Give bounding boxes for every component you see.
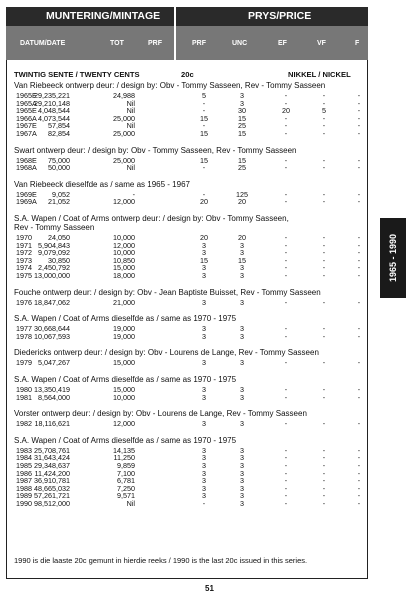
cell-proof-mintage: 25,000 xyxy=(113,113,135,123)
header-columns xyxy=(6,26,368,60)
cell-price-vf: - xyxy=(322,271,326,280)
cell-total: 75,000 xyxy=(48,155,70,165)
cell-price-vf: - xyxy=(322,445,326,455)
cell-total: 9,079,092 xyxy=(38,248,70,258)
cell-date: 1967E xyxy=(16,121,37,131)
cell-proof-mintage: 12,000 xyxy=(113,419,135,429)
cell-price-vf: - xyxy=(322,358,326,368)
cell-price-vf: - xyxy=(322,91,326,100)
cell-price-prf: 15 xyxy=(200,155,208,165)
cell-price-vf: - xyxy=(322,499,326,508)
cell-total: 57,261,721 xyxy=(34,491,70,501)
cell-date: 1968E xyxy=(16,155,37,165)
cell-price-f: - xyxy=(357,358,361,368)
series-title: TWINTIG SENTE / TWENTY CENTS xyxy=(14,70,140,79)
cell-price-ef: - xyxy=(284,392,288,402)
section-title: Swart ontwerp deur: / design by: Obv - Tommy Sasseen, Rev - Tommy Sasseen xyxy=(14,145,297,155)
cell-total: 10,067,593 xyxy=(34,331,70,341)
cell-date: 1980 xyxy=(16,385,32,394)
cell-proof-mintage: 12,000 xyxy=(113,197,135,207)
cell-date: 1974 xyxy=(16,263,32,273)
mintage-title: MUNTERING/MINTAGE xyxy=(46,10,161,22)
cell-price-prf: 20 xyxy=(200,233,208,242)
cell-price-unc: 3 xyxy=(240,248,244,258)
cell-price-prf: 3 xyxy=(202,461,206,470)
col-prf-mintage: PRF xyxy=(148,40,162,47)
cell-total: 30,668,644 xyxy=(34,324,70,334)
cell-total: 36,910,781 xyxy=(34,476,70,486)
cell-total: 13,350,419 xyxy=(34,385,70,394)
cell-proof-mintage: Nil xyxy=(126,98,135,108)
col-ef: EF xyxy=(278,40,287,47)
cell-total: 13,000,000 xyxy=(34,271,70,280)
cell-price-vf: - xyxy=(322,98,326,108)
section-title: Vorster ontwerp deur: / design by: Obv - Lourens de Lange, Rev - Tommy Sasseen xyxy=(14,409,307,419)
cell-price-vf: - xyxy=(322,189,326,199)
header-top xyxy=(6,7,368,26)
cell-proof-mintage: 21,000 xyxy=(113,297,135,307)
cell-proof-mintage: 11,250 xyxy=(113,453,135,463)
cell-price-prf: 3 xyxy=(202,468,206,478)
cell-price-prf: - xyxy=(202,499,206,508)
cell-price-f: - xyxy=(357,91,361,100)
cell-date: 1971 xyxy=(16,240,32,250)
cell-total: 57,854 xyxy=(48,121,70,131)
cell-price-unc: 30 xyxy=(238,106,246,116)
table-row xyxy=(6,499,368,507)
cell-price-unc: 20 xyxy=(238,233,246,242)
cell-price-vf: - xyxy=(322,331,326,341)
footnote: 1990 is die laaste 20c gemunt in hierdie reeks / 1990 is the last 20c issued in this series. xyxy=(14,556,308,565)
metal: NIKKEL / NICKEL xyxy=(288,70,351,79)
cell-proof-mintage: 15,000 xyxy=(113,263,135,273)
cell-price-f: - xyxy=(357,419,361,429)
cell-date: 1981 xyxy=(16,392,32,402)
cell-price-f: - xyxy=(357,121,361,131)
cell-price-prf: 15 xyxy=(200,113,208,123)
cell-proof-mintage: 10,000 xyxy=(113,233,135,242)
cell-price-ef: - xyxy=(284,233,288,242)
cell-price-unc: 3 xyxy=(240,419,244,429)
cell-total: 5,904,843 xyxy=(38,240,70,250)
cell-total: 2,450,792 xyxy=(38,263,70,273)
cell-date: 1985 xyxy=(16,461,32,470)
cell-price-f: - xyxy=(357,445,361,455)
cell-price-unc: 3 xyxy=(240,461,244,470)
cell-date: 1982 xyxy=(16,419,32,429)
cell-price-ef: - xyxy=(284,445,288,455)
cell-total: 9,052 xyxy=(52,189,70,199)
price-title: PRYS/PRICE xyxy=(248,10,312,22)
cell-price-vf: - xyxy=(322,263,326,273)
cell-price-vf: 5 xyxy=(322,106,326,116)
cell-price-vf: - xyxy=(322,297,326,307)
cell-price-f: - xyxy=(357,483,361,493)
cell-proof-mintage: 7,100 xyxy=(117,468,135,478)
cell-price-unc: 3 xyxy=(240,297,244,307)
cell-price-ef: - xyxy=(284,163,288,173)
section-title: S.A. Wapen / Coat of Arms dieselfde as / same as 1970 - 1975 xyxy=(14,314,237,324)
cell-price-f: - xyxy=(357,189,361,199)
cell-total: 82,854 xyxy=(48,129,70,138)
cell-price-ef: - xyxy=(284,419,288,429)
cell-date: 1968A xyxy=(16,163,37,173)
cell-price-vf: - xyxy=(322,129,326,138)
cell-price-unc: 3 xyxy=(240,324,244,334)
cell-price-f: - xyxy=(357,491,361,501)
cell-price-prf: 15 xyxy=(200,255,208,265)
cell-price-prf: - xyxy=(202,189,206,199)
cell-price-f: - xyxy=(357,392,361,402)
section-title: Van Riebeeck dieselfde as / same as 1965 - 1967 xyxy=(14,179,190,189)
cell-price-unc: 3 xyxy=(240,483,244,493)
cell-price-ef: - xyxy=(284,461,288,470)
cell-date: 1965A xyxy=(16,98,37,108)
cell-price-prf: - xyxy=(202,163,206,173)
cell-price-ef: - xyxy=(284,113,288,123)
cell-proof-mintage: 25,000 xyxy=(113,155,135,165)
cell-price-vf: - xyxy=(322,197,326,207)
cell-price-ef: - xyxy=(284,240,288,250)
cell-price-prf: 15 xyxy=(200,129,208,138)
cell-price-prf: 3 xyxy=(202,483,206,493)
cell-date: 1984 xyxy=(16,453,32,463)
cell-price-unc: 25 xyxy=(238,163,246,173)
cell-proof-mintage: 12,000 xyxy=(113,240,135,250)
col-unc: UNC xyxy=(232,40,248,47)
cell-proof-mintage: - xyxy=(132,189,135,199)
cell-price-ef: - xyxy=(284,499,288,508)
cell-proof-mintage: 25,000 xyxy=(113,129,135,138)
cell-date: 1990 xyxy=(16,499,32,508)
cell-price-unc: 3 xyxy=(240,98,244,108)
cell-price-ef: - xyxy=(284,331,288,341)
cell-price-ef: - xyxy=(284,483,288,493)
cell-date: 1977 xyxy=(16,324,32,334)
cell-price-prf: 3 xyxy=(202,476,206,486)
cell-price-f: - xyxy=(357,240,361,250)
cell-date: 1973 xyxy=(16,255,32,265)
cell-price-unc: 15 xyxy=(238,129,246,138)
cell-price-vf: - xyxy=(322,233,326,242)
cell-total: 21,052 xyxy=(48,197,70,207)
cell-total: 18,847,062 xyxy=(34,297,70,307)
cell-price-vf: - xyxy=(322,483,326,493)
cell-date: 1970 xyxy=(16,233,32,242)
cell-total: 5,047,267 xyxy=(38,358,70,368)
cell-total: 4,048,544 xyxy=(38,106,70,116)
year-range-label: 1965 - 1990 xyxy=(388,233,398,283)
cell-proof-mintage: 10,000 xyxy=(113,392,135,402)
col-tot: TOT xyxy=(110,40,124,47)
cell-price-prf: 3 xyxy=(202,263,206,273)
cell-price-f: - xyxy=(357,468,361,478)
cell-price-ef: - xyxy=(284,358,288,368)
cell-proof-mintage: 9,571 xyxy=(117,491,135,501)
cell-total: 29,235,221 xyxy=(34,91,70,100)
denomination: 20c xyxy=(181,70,194,79)
section-title: S.A. Wapen / Coat of Arms ontwerp deur: / design by: Obv - Tommy Sasseen, xyxy=(14,214,289,223)
table-row xyxy=(6,163,368,171)
cell-price-ef: - xyxy=(284,248,288,258)
cell-price-unc: 3 xyxy=(240,263,244,273)
table-row xyxy=(6,393,368,401)
cell-date: 1979 xyxy=(16,358,32,368)
cell-proof-mintage: 19,000 xyxy=(113,331,135,341)
cell-price-f: - xyxy=(357,255,361,265)
section-title: Diedericks ontwerp deur: / design by: Obv - Lourens de Lange, Rev - Tommy Sasseen xyxy=(14,348,319,358)
cell-total: 29,210,148 xyxy=(34,98,70,108)
cell-price-prf: 3 xyxy=(202,331,206,341)
cell-price-prf: 3 xyxy=(202,419,206,429)
cell-price-unc: 3 xyxy=(240,499,244,508)
col-date: DATUM/DATE xyxy=(20,40,66,47)
section-title: Van Riebeeck ontwerp deur: / design by: Obv - Tommy Sasseen, Rev - Tommy Sasseen xyxy=(14,81,326,90)
cell-price-prf: - xyxy=(202,121,206,131)
cell-price-unc: 3 xyxy=(240,240,244,250)
cell-price-vf: - xyxy=(322,453,326,463)
cell-price-f: - xyxy=(357,385,361,394)
cell-proof-mintage: Nil xyxy=(126,106,135,116)
col-vf: VF xyxy=(317,40,326,47)
cell-price-vf: - xyxy=(322,255,326,265)
cell-price-f: - xyxy=(357,129,361,138)
cell-price-ef: - xyxy=(284,189,288,199)
cell-price-ef: - xyxy=(284,324,288,334)
cell-price-prf: 3 xyxy=(202,297,206,307)
cell-price-vf: - xyxy=(322,121,326,131)
cell-price-prf: 3 xyxy=(202,385,206,394)
cell-price-prf: - xyxy=(202,106,206,116)
cell-proof-mintage: 15,000 xyxy=(113,358,135,368)
cell-price-ef: - xyxy=(284,453,288,463)
cell-date: 1988 xyxy=(16,483,32,493)
cell-price-f: - xyxy=(357,98,361,108)
cell-price-unc: 3 xyxy=(240,491,244,501)
cell-price-ef: - xyxy=(284,129,288,138)
cell-price-ef: - xyxy=(284,197,288,207)
cell-price-unc: 3 xyxy=(240,445,244,455)
cell-price-prf: - xyxy=(202,98,206,108)
table-row xyxy=(6,419,368,427)
cell-price-vf: - xyxy=(322,248,326,258)
table-row xyxy=(6,197,368,205)
cell-price-f: - xyxy=(357,324,361,334)
cell-price-f: - xyxy=(357,155,361,165)
cell-price-f: - xyxy=(357,248,361,258)
table-row xyxy=(6,271,368,279)
cell-price-f: - xyxy=(357,263,361,273)
cell-price-vf: - xyxy=(322,491,326,501)
cell-price-vf: - xyxy=(322,468,326,478)
cell-price-ef: - xyxy=(284,155,288,165)
cell-price-unc: 3 xyxy=(240,91,244,100)
cell-date: 1966A xyxy=(16,113,37,123)
cell-price-vf: - xyxy=(322,324,326,334)
cell-total: 18,116,621 xyxy=(34,419,70,429)
cell-price-vf: - xyxy=(322,461,326,470)
table-row xyxy=(6,298,368,306)
cell-price-prf: 3 xyxy=(202,358,206,368)
cell-price-prf: 3 xyxy=(202,240,206,250)
cell-price-prf: 20 xyxy=(200,197,208,207)
cell-price-f: - xyxy=(357,197,361,207)
cell-total: 24,050 xyxy=(48,233,70,242)
table-row xyxy=(6,129,368,137)
cell-price-ef: - xyxy=(284,491,288,501)
cell-price-ef: - xyxy=(284,263,288,273)
table-row xyxy=(6,332,368,340)
cell-proof-mintage: 24,988 xyxy=(113,91,135,100)
cell-date: 1969A xyxy=(16,197,37,207)
cell-date: 1983 xyxy=(16,445,32,455)
table-row xyxy=(6,358,368,366)
cell-price-prf: 3 xyxy=(202,453,206,463)
cell-proof-mintage: 10,850 xyxy=(113,255,135,265)
cell-price-unc: 125 xyxy=(236,189,248,199)
cell-price-f: - xyxy=(357,476,361,486)
cell-price-vf: - xyxy=(322,419,326,429)
cell-date: 1978 xyxy=(16,331,32,341)
cell-total: 50,000 xyxy=(48,163,70,173)
cell-price-ef: - xyxy=(284,91,288,100)
section-title: S.A. Wapen / Coat of Arms dieselfde as / same as 1970 - 1975 xyxy=(14,435,237,445)
section-title-continued: Rev - Tommy Sasseen xyxy=(14,223,95,232)
cell-date: 1989 xyxy=(16,491,32,501)
cell-price-prf: 3 xyxy=(202,445,206,455)
cell-date: 1987 xyxy=(16,476,32,486)
col-f: F xyxy=(355,40,360,47)
cell-price-unc: 25 xyxy=(238,121,246,131)
cell-total: 11,424,200 xyxy=(34,468,70,478)
cell-price-unc: 3 xyxy=(240,358,244,368)
cell-date: 1969E xyxy=(16,189,37,199)
cell-price-prf: 5 xyxy=(202,91,206,100)
cell-price-unc: 3 xyxy=(240,271,244,280)
cell-price-vf: - xyxy=(322,163,326,173)
cell-price-ef: - xyxy=(284,385,288,394)
cell-price-unc: 3 xyxy=(240,476,244,486)
cell-price-ef: - xyxy=(284,121,288,131)
cell-price-vf: - xyxy=(322,240,326,250)
cell-price-vf: - xyxy=(322,155,326,165)
cell-price-prf: 3 xyxy=(202,248,206,258)
cell-price-ef: - xyxy=(284,468,288,478)
cell-date: 1972 xyxy=(16,248,32,258)
cell-date: 1967A xyxy=(16,129,37,138)
cell-proof-mintage: 9,859 xyxy=(117,461,135,470)
page-number: 51 xyxy=(205,584,214,593)
cell-date: 1976 xyxy=(16,297,32,307)
cell-price-f: - xyxy=(357,297,361,307)
cell-total: 25,708,761 xyxy=(34,445,70,455)
cell-price-unc: 15 xyxy=(238,255,246,265)
cell-price-prf: 3 xyxy=(202,392,206,402)
year-range-tab xyxy=(380,218,406,298)
cell-price-vf: - xyxy=(322,113,326,123)
cell-price-ef: - xyxy=(284,297,288,307)
cell-proof-mintage: 7,250 xyxy=(117,483,135,493)
cell-price-f: - xyxy=(357,453,361,463)
section-title: S.A. Wapen / Coat of Arms dieselfde as / same as 1970 - 1975 xyxy=(14,375,237,384)
cell-proof-mintage: 19,000 xyxy=(113,324,135,334)
cell-price-vf: - xyxy=(322,392,326,402)
cell-price-unc: 15 xyxy=(238,155,246,165)
cell-price-ef: 20 xyxy=(282,106,290,116)
cell-price-vf: - xyxy=(322,385,326,394)
cell-proof-mintage: 14,135 xyxy=(113,445,135,455)
section-title: Fouche ontwerp deur: / design by: Obv - Jean Baptiste Buisset, Rev - Tommy Sasseen xyxy=(14,287,321,297)
cell-proof-mintage: Nil xyxy=(126,499,135,508)
cell-price-ef: - xyxy=(284,255,288,265)
cell-total: 98,512,000 xyxy=(34,499,70,508)
cell-price-f: - xyxy=(357,113,361,123)
cell-price-f: - xyxy=(357,331,361,341)
cell-price-unc: 20 xyxy=(238,197,246,207)
cell-price-f: - xyxy=(357,499,361,508)
cell-price-f: - xyxy=(357,233,361,242)
cell-date: 1965E xyxy=(16,91,37,100)
cell-price-unc: 15 xyxy=(238,113,246,123)
cell-proof-mintage: Nil xyxy=(126,163,135,173)
cell-price-prf: 3 xyxy=(202,491,206,501)
cell-price-unc: 3 xyxy=(240,453,244,463)
cell-total: 4,073,544 xyxy=(38,113,70,123)
cell-total: 29,348,637 xyxy=(34,461,70,470)
cell-price-f: - xyxy=(357,461,361,470)
cell-price-vf: - xyxy=(322,476,326,486)
cell-total: 30,850 xyxy=(48,255,70,265)
cell-proof-mintage: 18,000 xyxy=(113,271,135,280)
cell-price-ef: - xyxy=(284,476,288,486)
cell-proof-mintage: 10,000 xyxy=(113,248,135,258)
cell-price-unc: 3 xyxy=(240,468,244,478)
cell-date: 1986 xyxy=(16,468,32,478)
cell-price-ef: - xyxy=(284,271,288,280)
cell-price-unc: 3 xyxy=(240,392,244,402)
cell-proof-mintage: Nil xyxy=(126,121,135,131)
cell-price-f: - xyxy=(357,163,361,173)
cell-proof-mintage: 6,781 xyxy=(117,476,135,486)
cell-price-unc: 3 xyxy=(240,331,244,341)
cell-price-f: - xyxy=(357,106,361,116)
cell-total: 31,643,424 xyxy=(34,453,70,463)
col-prf-price: PRF xyxy=(192,40,206,47)
cell-price-f: - xyxy=(357,271,361,280)
cell-date: 1975 xyxy=(16,271,32,280)
cell-price-prf: 3 xyxy=(202,324,206,334)
cell-date: 1965E xyxy=(16,106,37,116)
cell-total: 48,665,032 xyxy=(34,483,70,493)
cell-price-ef: - xyxy=(284,98,288,108)
cell-price-unc: 3 xyxy=(240,385,244,394)
cell-proof-mintage: 15,000 xyxy=(113,385,135,394)
cell-price-prf: 3 xyxy=(202,271,206,280)
cell-total: 8,564,000 xyxy=(38,392,70,402)
